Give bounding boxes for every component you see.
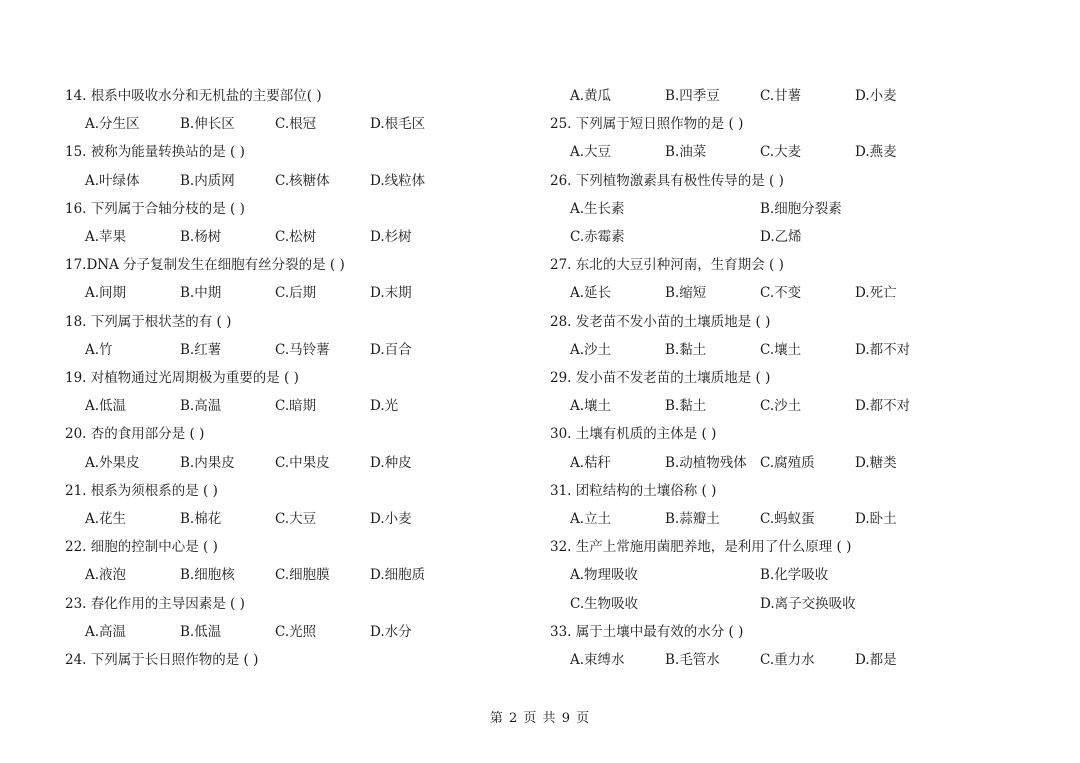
question-stem: 20. 杏的食用部分是 ( ) xyxy=(65,426,205,443)
answer-option: D.都不对 xyxy=(855,341,911,358)
answer-option: C.大麦 xyxy=(760,144,802,161)
question-stem: 25. 下列属于短日照作物的是 ( ) xyxy=(550,116,744,133)
answer-option: A.黄瓜 xyxy=(570,88,612,104)
answer-option: B.红薯 xyxy=(180,341,222,358)
answer-option: D.都是 xyxy=(855,652,897,668)
option-row xyxy=(570,396,930,416)
answer-option: C.马铃薯 xyxy=(275,341,330,358)
answer-option: D.线粒体 xyxy=(370,172,426,189)
answer-option: C.生物吸收 xyxy=(570,595,639,612)
question-stem: 30. 土壤有机质的主体是 ( ) xyxy=(550,426,717,443)
answer-option: C.不变 xyxy=(760,285,802,302)
answer-option: A.液泡 xyxy=(85,567,127,584)
answer-option: B.蒜瓣土 xyxy=(665,511,720,527)
answer-option: D.水分 xyxy=(370,623,412,640)
answer-option: B.油菜 xyxy=(665,144,707,161)
answer-option: D.小麦 xyxy=(855,88,897,104)
answer-option: C.腐殖质 xyxy=(760,454,815,471)
answer-option: B.四季豆 xyxy=(665,88,720,104)
answer-option: C.重力水 xyxy=(760,652,815,668)
option-row xyxy=(570,594,890,614)
answer-option: C.甘薯 xyxy=(760,88,802,104)
answer-option: D.细胞质 xyxy=(370,567,426,584)
question-stem: 16. 下列属于合轴分枝的是 ( ) xyxy=(65,200,245,217)
answer-option: A.物理吸收 xyxy=(570,567,639,584)
option-row xyxy=(570,199,890,219)
question-stem: 17.DNA 分子复制发生在细胞有丝分裂的是 ( ) xyxy=(65,257,345,274)
answer-option: D.根毛区 xyxy=(370,116,426,133)
answer-option: B.黏土 xyxy=(665,398,707,415)
answer-option: D.离子交换吸收 xyxy=(760,595,856,612)
option-row xyxy=(85,396,445,416)
option-row xyxy=(85,622,445,642)
answer-option: B.低温 xyxy=(180,623,222,640)
option-row xyxy=(85,114,445,134)
option-row xyxy=(570,340,930,360)
answer-option: B.动植物残体 xyxy=(665,454,747,471)
answer-option: A.花生 xyxy=(85,511,127,527)
question-stem: 21. 根系为须根系的是 ( ) xyxy=(65,482,218,499)
answer-option: D.卧土 xyxy=(855,511,897,527)
answer-option: C.中果皮 xyxy=(275,454,330,471)
answer-option: B.棉花 xyxy=(180,511,222,527)
answer-option: C.细胞膜 xyxy=(275,567,330,584)
option-row xyxy=(570,453,930,473)
option-row xyxy=(85,283,445,303)
question-stem: 29. 发小苗不发老苗的土壤质地是 ( ) xyxy=(550,370,771,386)
option-row xyxy=(570,227,890,247)
answer-option: D.死亡 xyxy=(855,285,897,302)
question-stem: 32. 生产上常施用菌肥养地，是利用了什么原理 ( ) xyxy=(550,539,852,556)
answer-option: D.小麦 xyxy=(370,511,412,527)
answer-option: B.中期 xyxy=(180,285,222,302)
answer-option: A.苹果 xyxy=(85,229,127,245)
answer-option: C.沙土 xyxy=(760,398,802,415)
answer-option: D.燕麦 xyxy=(855,144,897,161)
answer-option: D.百合 xyxy=(370,341,412,358)
option-row xyxy=(570,650,930,670)
answer-option: A.低温 xyxy=(85,398,127,415)
answer-option: A.秸秆 xyxy=(570,454,612,471)
answer-option: A.分生区 xyxy=(85,116,140,133)
answer-option: A.立土 xyxy=(570,511,612,527)
answer-option: D.都不对 xyxy=(855,398,911,415)
question-stem: 22. 细胞的控制中心是 ( ) xyxy=(65,539,218,556)
answer-option: D.杉树 xyxy=(370,229,412,245)
question-stem: 33. 属于土壤中最有效的水分 ( ) xyxy=(550,623,744,640)
answer-option: A.大豆 xyxy=(570,144,612,161)
answer-option: C.蚂蚁蛋 xyxy=(760,511,815,527)
answer-option: C.暗期 xyxy=(275,398,317,415)
answer-option: D.光 xyxy=(370,398,399,415)
option-row xyxy=(85,340,445,360)
question-stem: 27. 东北的大豆引种河南，生育期会 ( ) xyxy=(550,257,784,274)
answer-option: B.细胞核 xyxy=(180,567,235,584)
page-number: 第 2 页 共 9 页 xyxy=(489,711,591,726)
answer-option: C.松树 xyxy=(275,229,317,245)
answer-option: B.毛管水 xyxy=(665,652,720,668)
option-row xyxy=(570,565,890,585)
option-row xyxy=(85,509,445,529)
question-stem: 24. 下列属于长日照作物的是 ( ) xyxy=(65,652,259,668)
answer-option: C.核糖体 xyxy=(275,172,330,189)
answer-option: A.沙土 xyxy=(570,341,612,358)
answer-option: D.糖类 xyxy=(855,454,897,471)
answer-option: A.生长素 xyxy=(570,200,625,217)
answer-option: D.种皮 xyxy=(370,454,412,471)
answer-option: C.壤土 xyxy=(760,341,802,358)
question-stem: 18. 下列属于根状茎的有 ( ) xyxy=(65,313,232,330)
answer-option: A.竹 xyxy=(85,341,113,358)
question-stem: 14. 根系中吸收水分和无机盐的主要部位( ) xyxy=(65,88,322,104)
answer-option: B.高温 xyxy=(180,398,222,415)
answer-option: A.束缚水 xyxy=(570,652,625,668)
answer-option: B.化学吸收 xyxy=(760,567,829,584)
question-stem: 26. 下列植物激素具有极性传导的是 ( ) xyxy=(550,172,784,189)
answer-option: B.黏土 xyxy=(665,341,707,358)
answer-option: D.末期 xyxy=(370,285,412,302)
question-stem: 19. 对植物通过光周期极为重要的是 ( ) xyxy=(65,370,299,386)
option-row xyxy=(85,171,445,191)
answer-option: B.细胞分裂素 xyxy=(760,200,842,217)
answer-option: C.后期 xyxy=(275,285,317,302)
option-row xyxy=(570,142,930,162)
answer-option: A.高温 xyxy=(85,623,127,640)
option-row xyxy=(570,509,930,529)
answer-option: C.根冠 xyxy=(275,116,317,133)
answer-option: C.赤霉素 xyxy=(570,229,625,245)
answer-option: B.杨树 xyxy=(180,229,222,245)
question-stem: 31. 团粒结构的土壤俗称 ( ) xyxy=(550,482,717,499)
option-row xyxy=(85,227,445,247)
answer-option: A.间期 xyxy=(85,285,127,302)
answer-option: A.叶绿体 xyxy=(85,172,140,189)
question-stem: 28. 发老苗不发小苗的土壤质地是 ( ) xyxy=(550,313,771,330)
answer-option: D.乙烯 xyxy=(760,229,802,245)
answer-option: B.缩短 xyxy=(665,285,707,302)
question-stem: 23. 春化作用的主导因素是 ( ) xyxy=(65,595,245,612)
option-row xyxy=(570,86,930,106)
answer-option: C.大豆 xyxy=(275,511,317,527)
answer-option: A.外果皮 xyxy=(85,454,140,471)
answer-option: B.伸长区 xyxy=(180,116,235,133)
answer-option: A.壤土 xyxy=(570,398,612,415)
option-row xyxy=(570,283,930,303)
answer-option: A.延长 xyxy=(570,285,612,302)
option-row xyxy=(85,453,445,473)
question-stem: 15. 被称为能量转换站的是 ( ) xyxy=(65,144,245,161)
option-row xyxy=(85,565,445,585)
answer-option: B.内质网 xyxy=(180,172,235,189)
answer-option: B.内果皮 xyxy=(180,454,235,471)
answer-option: C.光照 xyxy=(275,623,317,640)
